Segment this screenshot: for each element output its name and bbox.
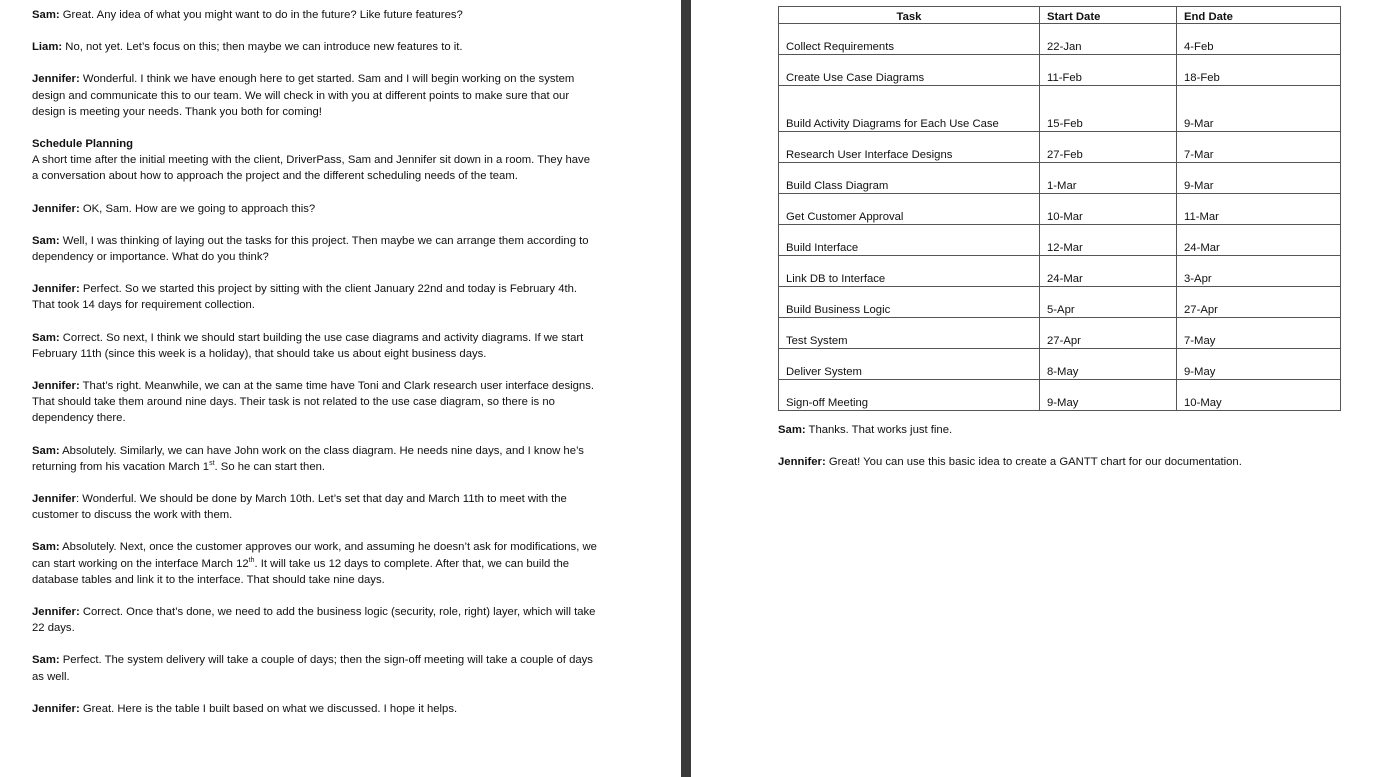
dialogue-paragraph <box>32 39 597 55</box>
start-date-cell: 27-Feb <box>1040 132 1177 163</box>
table-row <box>779 55 1341 86</box>
task-cell: Create Use Case Diagrams <box>779 55 1040 86</box>
speaker-name: Sam: <box>32 654 60 667</box>
dialogue-text: : Wonderful. We should be done by March 10th. Let’s set that day and March 11th to meet with the customer to discuss the work with them. <box>32 493 567 522</box>
end-date-cell: 3-Apr <box>1177 256 1341 287</box>
dialogue-text: Great. Here is the table I built based on what we discussed. I hope it helps. <box>79 702 458 715</box>
end-date-cell: 7-Mar <box>1177 132 1341 163</box>
column-header-end-date: End Date <box>1177 7 1341 24</box>
dialogue-paragraph <box>32 378 597 427</box>
dialogue-text: Perfect. The system delivery will take a couple of days; then the sign-off meeting will take a couple of days as well. <box>32 654 593 683</box>
dialogue-text: OK, Sam. How are we going to approach this? <box>79 202 316 215</box>
speaker-name: Sam: <box>32 9 60 21</box>
task-cell: Build Interface <box>779 225 1040 256</box>
dialogue-text: Absolutely. Next, once the customer approves our work, and assuming he doesn’t ask for modifications, we can start working on the interface March 12 <box>32 541 597 570</box>
dialogue-paragraph <box>32 281 597 313</box>
table-row <box>779 24 1341 55</box>
dialogue-text: Absolutely. Similarly, we can have John work on the class diagram. He needs nine days, and I know he’s returning from his vacation March 1 <box>32 444 584 473</box>
table-row <box>779 132 1341 163</box>
start-date-cell: 12-Mar <box>1040 225 1177 256</box>
dialogue-paragraph <box>32 443 597 475</box>
end-date-cell: 27-Apr <box>1177 287 1341 318</box>
dialogue-text: Wonderful. I think we have enough here to get started. Sam and I will begin working on the system design and communicate this to our team. We will check in with you at different points to make sure that our design is meeting your needs. Thank you both for coming! <box>32 73 575 118</box>
table-row <box>779 194 1341 225</box>
document-page-left <box>0 0 681 777</box>
table-row <box>779 318 1341 349</box>
start-date-cell: 27-Apr <box>1040 318 1177 349</box>
end-date-cell: 4-Feb <box>1177 24 1341 55</box>
speaker-name: Sam: <box>32 541 60 554</box>
speaker-name: Jennifer: <box>32 283 80 296</box>
dialogue-paragraph <box>32 7 597 23</box>
section-heading: Schedule Planning <box>32 138 134 151</box>
task-cell: Sign-off Meeting <box>779 380 1040 411</box>
table-row <box>779 287 1341 318</box>
dialogue-paragraph <box>32 330 597 362</box>
start-date-cell: 15-Feb <box>1040 86 1177 132</box>
dialogue-paragraph <box>778 454 1338 470</box>
column-header-start-date: Start Date <box>1040 7 1177 24</box>
dialogue-paragraph <box>32 604 597 636</box>
dialogue-paragraph <box>32 652 597 684</box>
speaker-name: Liam: <box>32 41 63 54</box>
end-date-cell: 11-Mar <box>1177 194 1341 225</box>
speaker-name: Sam: <box>32 444 60 457</box>
dialogue-column <box>32 7 597 733</box>
dialogue-paragraph <box>32 201 597 217</box>
task-cell: Get Customer Approval <box>779 194 1040 225</box>
task-cell: Build Class Diagram <box>779 163 1040 194</box>
speaker-name: Sam: <box>32 331 60 344</box>
table-header-row <box>779 7 1341 24</box>
start-date-cell: 5-Apr <box>1040 287 1177 318</box>
schedule-table <box>778 6 1341 411</box>
dialogue-paragraph <box>32 701 597 717</box>
dialogue-paragraph <box>32 233 597 265</box>
dialogue-text-continued: . It will take us 12 days to complete. After that, we can build the database tables and link it to the interface. That should take nine days. <box>32 557 570 586</box>
task-cell: Research User Interface Designs <box>779 132 1040 163</box>
start-date-cell: 24-Mar <box>1040 256 1177 287</box>
table-row <box>779 256 1341 287</box>
dialogue-text: Perfect. So we started this project by sitting with the client January 22nd and today is February 4th. That took 14 days for requirement collection. <box>32 283 578 312</box>
dialogue-text: Well, I was thinking of laying out the tasks for this project. Then maybe we can arrange them according to dependency or importance. What do you think? <box>32 234 589 264</box>
table-row <box>779 86 1341 132</box>
dialogue-text: Correct. So next, I think we should start building the use case diagrams and activity diagrams. If we start February 11th (since this week is a holiday), that should take us about eight business days. <box>32 331 584 360</box>
table-row <box>779 380 1341 411</box>
start-date-cell: 11-Feb <box>1040 55 1177 86</box>
table-row <box>779 349 1341 380</box>
section-text: A short time after the initial meeting with the client, DriverPass, Sam and Jennifer sit down in a room. They have a conversation about how to approach the project and the different scheduling needs of the team. <box>32 154 590 183</box>
dialogue-text: No, not yet. Let’s focus on this; then maybe we can introduce new features to it. <box>62 41 463 54</box>
ordinal-superscript: st <box>209 460 215 468</box>
start-date-cell: 9-May <box>1040 380 1177 411</box>
end-date-cell: 10-May <box>1177 380 1341 411</box>
dialogue-paragraph <box>32 71 597 120</box>
speaker-name: Jennifer: <box>32 380 80 393</box>
page-separator <box>681 0 691 777</box>
dialogue-paragraph <box>778 422 1338 438</box>
dialogue-text: Thanks. That works just fine. <box>805 424 953 436</box>
speaker-name: Sam: <box>778 424 806 436</box>
start-date-cell: 1-Mar <box>1040 163 1177 194</box>
speaker-name: Jennifer: <box>32 702 80 715</box>
end-date-cell: 24-Mar <box>1177 225 1341 256</box>
task-cell: Deliver System <box>779 349 1040 380</box>
task-cell: Test System <box>779 318 1040 349</box>
dialogue-text: Great! You can use this basic idea to create a GANTT chart for our documentation. <box>825 456 1242 468</box>
dialogue-paragraph <box>32 491 597 523</box>
speaker-name: Jennifer: <box>32 202 80 215</box>
speaker-name: Jennifer: <box>32 73 80 86</box>
dialogue-text: Correct. Once that’s done, we need to add the business logic (security, role, right) layer, which will take 22 days. <box>32 606 596 635</box>
dialogue-text-continued: . So he can start then. <box>214 460 326 473</box>
dialogue-paragraph <box>32 539 597 588</box>
task-cell: Build Activity Diagrams for Each Use Case <box>779 86 1040 132</box>
start-date-cell: 10-Mar <box>1040 194 1177 225</box>
speaker-name: Jennifer: <box>778 456 826 468</box>
column-header-task: Task <box>779 7 1040 24</box>
end-date-cell: 9-Mar <box>1177 163 1341 194</box>
section-schedule-planning <box>32 136 597 185</box>
dialogue-text: That’s right. Meanwhile, we can at the same time have Toni and Clark research user interface designs. That should take them around nine days. Their task is not related to the use case diagram, so there is no dependency there. <box>32 380 594 425</box>
document-page-right <box>691 0 1383 777</box>
table-row <box>779 163 1341 194</box>
speaker-name: Jennifer <box>32 493 76 506</box>
speaker-name: Jennifer: <box>32 606 80 619</box>
end-date-cell: 7-May <box>1177 318 1341 349</box>
end-date-cell: 18-Feb <box>1177 55 1341 86</box>
start-date-cell: 22-Jan <box>1040 24 1177 55</box>
end-date-cell: 9-Mar <box>1177 86 1341 132</box>
table-row <box>779 225 1341 256</box>
dialogue-text: Great. Any idea of what you might want to do in the future? Like future features? <box>59 9 463 21</box>
end-date-cell: 9-May <box>1177 349 1341 380</box>
task-cell: Build Business Logic <box>779 287 1040 318</box>
task-cell: Link DB to Interface <box>779 256 1040 287</box>
start-date-cell: 8-May <box>1040 349 1177 380</box>
ordinal-superscript: th <box>248 556 255 564</box>
speaker-name: Sam: <box>32 234 60 247</box>
task-cell: Collect Requirements <box>779 24 1040 55</box>
